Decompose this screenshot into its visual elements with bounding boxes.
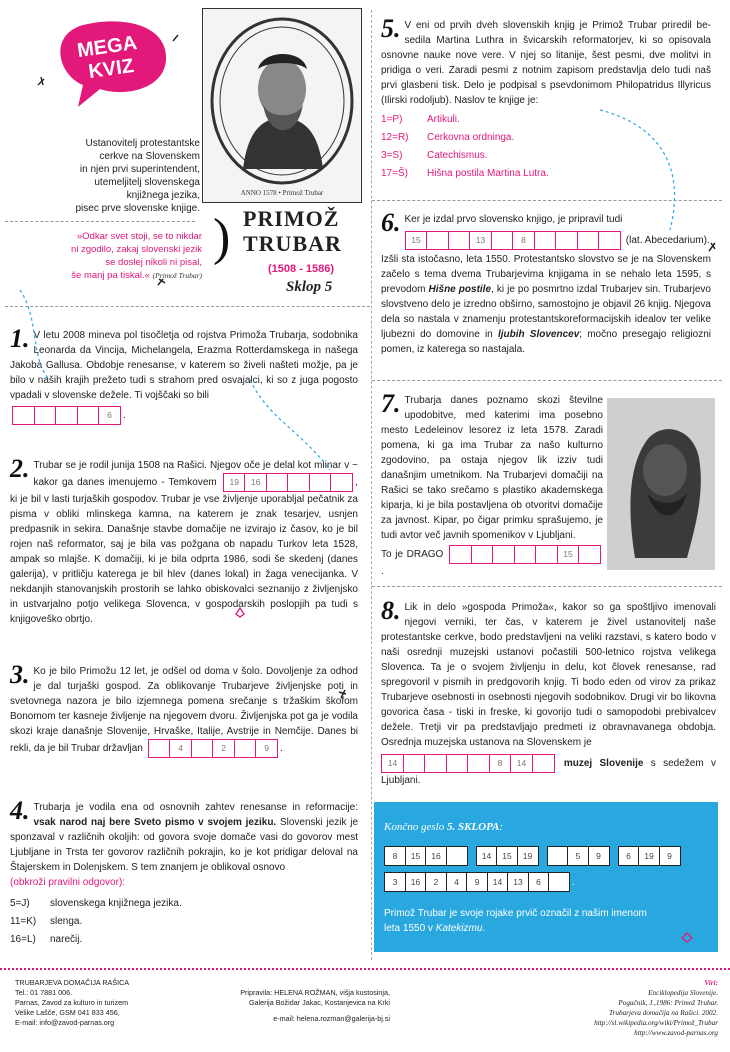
final-row-2[interactable]: 3 16 2 4 9 14 13 6 .	[384, 872, 575, 892]
answer-boxes-2[interactable]: 19 16	[223, 473, 354, 492]
years: (1508 - 1586)	[268, 263, 335, 275]
intro-line: cerkve na Slovenskem	[99, 151, 200, 162]
option[interactable]: 11=K) slenga.	[10, 916, 83, 927]
question-3: 3. Ko je bilo Primožu 12 let, je odšel od doma v šolo. Dovoljenje za odhod je dal turjaški gospod. Za oblikovanje Trubarjeve življenjske poti in svetovnega nazora je bilo izjemnega pomena srečanje s tržaškim škofom Bonomom ter kasneje življenje na njegovem dvoru. Življenjska pot ga je vodila skozi kraje današnje Slovenije, Hrvaške, Italije, Avstrije in Nemčije. Danes bi rekli, da je bil Trubar državljan 4 2 9 .	[10, 664, 358, 758]
question-8: 8. Lik in delo »gospoda Primoža«, kakor so ga spoštljivo imenovali njegovi verniki, ter čas, v katerem je živel ustanovitelj naše protestantske cerkve, bodo predstavljeni na veliki razstavi, s katero bodo v naši osrednji muzejski ustanovi počastili 500-letnico rojstva velikega Slovenca. Ta je o svojem življenju in delu, kot človek renesanse, rad spregovoril v pismih in predgovorih knjig. Ti bodo eden od virov za prikaz Trubarjeve osebnosti in osebnosti njegovih sodobnikov. Drugi vir bo likovna govorica časa - tiski in freske, ki govorijo tudi o samopodobi prebivalcev dežele. Tretji vir pa predstavljajo predmeti iz obravnavanega obdobja. Osrednja muzejska ustanova na Slovenskem je 14 8 14 muzej Slovenije s sedežem v Ljubljani.	[381, 596, 717, 786]
portrait-caption: ANNO 1578 • Primož Trubar	[240, 189, 324, 197]
answer-boxes-8[interactable]: 14 8 14	[381, 754, 555, 773]
question-2: 2. Trubar se je rodil junija 1508 na Rašici. Njegov oče je delal kot mlinar v ~ kakor ga danes imenujemo - Temkovem 19 16 , ki je bil v lasti turjaških gospodov. Trubar je vse življenje uporabljal pečatnik za pisma v obliki mlinskega kamna, na katerem je znak tesarjev, usnjen predpasnik in sekira. Današnje stavbe domačije ne izvirajo iz časov, ko je bil rojen naš reformator, saj je bila vas požgana ob napadu Turkov leta 1528, ampak so mlajše. K domačiji, ki je bila odprta 1986, sodi še skedenj (danes galerija), v pritličju katerega je bil hlev (danes lokal) in žaga venecijanka. V nekdanjih stanovanjskih prostorih se lahko obiskovalci seznanijo z življenjsko in ustvarjalno potjo velikega Slovenca, v gospodarskih poslopjih pa tudi s knjigoveško obrtjo.	[10, 454, 358, 625]
option[interactable]: 17=Š) Hišna postila Martina Lutra.	[381, 168, 549, 179]
svg-text:MEGA: MEGA	[75, 31, 139, 63]
answer-boxes-3[interactable]: 4 2 9	[148, 739, 279, 758]
footer-rule	[0, 968, 730, 970]
question-6: 6. Ker je izdal prvo slovensko knjigo, je pripravil tudi 15 13 8 (lat. Abecedarium). Izšli sta istočasno, leta 1550. Protestantsko slovstvo se je na Slovenskem začelo s tema dvema Trubarjevima knjigama in se nehalo leta 1595, s prevodom Hišne postile, ki je po posmrtno izdal Trubarjev sin. Trubarjevo slovstveno delo je izredno obširno, samostojno je objavil 26 knjig. Njegova dela so nastala v znamenju protestantskoreformacijskih idealov ter velike ljubezni do domovine in ljubih Slovencev; močno presegajo religiozni pomen, iz katerega so nastajala.	[381, 208, 712, 355]
option[interactable]: 16=L) narečij.	[10, 934, 83, 945]
question-1: 1. V letu 2008 mineva pol tisočletja od rojstva Primoža Trubarja, sodobnika Leonarda da Vincija, Michelangela, Erazma Rotterdamskega in našega Jakoba Gallusa. Obdobje renesanse, v katerem so živeli našteti možje, pa je bilo v naših krajih prežeto tudi s strahom pred osvajalci, ki so z juga pogosto vpadali v slovenske dežele. Ti vojščaki so bili 6 .	[10, 328, 358, 425]
svg-text:KVIZ: KVIZ	[87, 54, 136, 84]
footer-col-1: TRUBARJEVA DOMAČIJA RAŠICA Tel.: 01 7881 006. Parnas, Zavod za kulturo in turizem Velike Lašče, GSM 041 833 456, E-mail: info@zavod-parnas.org	[15, 978, 130, 1027]
intro-line: utemeljitelj slovenskega	[94, 177, 200, 188]
sklop-label: Sklop 5	[286, 279, 333, 295]
option[interactable]: 3=S) Catechismus.	[381, 150, 488, 161]
final-row-1[interactable]: 8 15 16 14 15 19 5 9 6 19 9	[384, 846, 689, 866]
answer-boxes-7[interactable]: 15	[449, 545, 601, 564]
question-7: 7. Trubarja danes poznamo skozi številne upodobitve, med katerimi ima posebno mesto Ledeleinov lesorez iz leta 1578. Zaradi pomena, ki ga ima Trubar za našo kulturno zgodovino, pa ostaja njegov lik izziv tudi današnjim umetnikom. Na Trubarjevi domačiji na Rašici se tako srečamo s plastiko akademskega kiparja, ki je bila postavljena ob otvoritvi domačije za javnost. Kipar, po čigar primku sprašujemo, je tudi avtor več javnih spomenikov v Ljubljani. To je DRAGO 15 .	[381, 389, 603, 577]
instruction: (obkroži pravilni odgovor):	[10, 877, 126, 888]
page-title: PRIMOŽ TRUBAR	[243, 206, 342, 256]
final-answer-panel: Končno geslo 5. SKLOPA: 8 15 16 14 15 19 5 9 6 19 9 3 16 2 4 9 14 13 6 . Primož Trubar je svoje rojake prvič označil z našim imenom leta 1550 v Katekizmu.	[374, 802, 718, 952]
quote: »Odkar svet stoji, se to nikdar ni zgodilo, zakaj slovenski jezik se doslej nikoli ni pisal, še manj pa tiskal.« (Primož Trubar)	[71, 231, 202, 281]
answer-boxes-6[interactable]: 15 13 8	[405, 231, 622, 250]
intro-line: in njen prvi superintendent,	[79, 164, 200, 175]
brace-icon: )	[213, 209, 231, 266]
quote-author: (Primož Trubar)	[152, 271, 202, 280]
intro-line: knjižnega jezika,	[126, 190, 200, 201]
question-5: 5. V eni od prvih dveh slovenskih knjig je Primož Trubar priredil besedila Martina Luthra in švicarskih reformatorjev, ki so opisovala osnovne nauke nove vere. V njej so litanije, šest pesmi, dve molitvi in pridiga o veri. Zaradi pesmi z notnim zapisom predstavlja delo tudi naš prvi glasbeni tisk. Delo je podpisal s psevdonimom Philopatridus Illyricus (Ilirski rodoljub). Naslov te knjige je: 1=P) Artikuli. 12=R) Cerkovna ordninga. 3=S) Catechismus. 17=Š) Hišna postila Martina Lutra.	[381, 14, 711, 179]
answer-boxes-1[interactable]: 6	[12, 406, 121, 425]
footer-col-2: Pripravila: HELENA ROŽMAN, višja kustosinja, Galerija Božidar Jakac, Kostanjevica na Krki e-mail: helena.rozman@galerija-bj.si	[240, 988, 390, 1023]
intro-line: pisec prve slovenske knjige.	[75, 203, 200, 214]
footer-sources: Viri: Enciklopedija Slovenije. Pogačnik, J.,1986: Primož Trubar. Trubarjeva domačija na Rašici. 2002. http://sl.wikipedia.org/wiki/Primož_Trubar http://www.zavod-parnas.org	[594, 979, 718, 1037]
option[interactable]: 12=R) Cerkovna ordninga.	[381, 132, 515, 143]
intro-line: Ustanovitelj protestantske	[85, 138, 200, 149]
final-note: Primož Trubar je svoje rojake prvič označil z našim imenom leta 1550 v Katekizmu.	[384, 908, 647, 934]
option[interactable]: 1=P) Artikuli.	[381, 114, 460, 125]
question-4: 4. Trubarja je vodila ena od osnovnih zahtev renesanse in reformacije: vsak narod naj bere Sveto pismo v svojem jeziku. Slovenski jezik je sponzaval v različnih okoljih: od govora svoje domače vasi do govorov mest Ljubljane in Trsta ter govorov različnih pokrajin, ko je kot pridigar deloval na Štajerskem in Dolenjskem. S tem znanjem je oblikoval osnovo (obkroži pravilni odgovor): 5=J) slovenskega knjižnega jezika. 11=K) slenga. 16=L) narečij.	[10, 796, 358, 945]
option[interactable]: 5=J) slovenskega knjižnega jezika.	[10, 898, 182, 909]
